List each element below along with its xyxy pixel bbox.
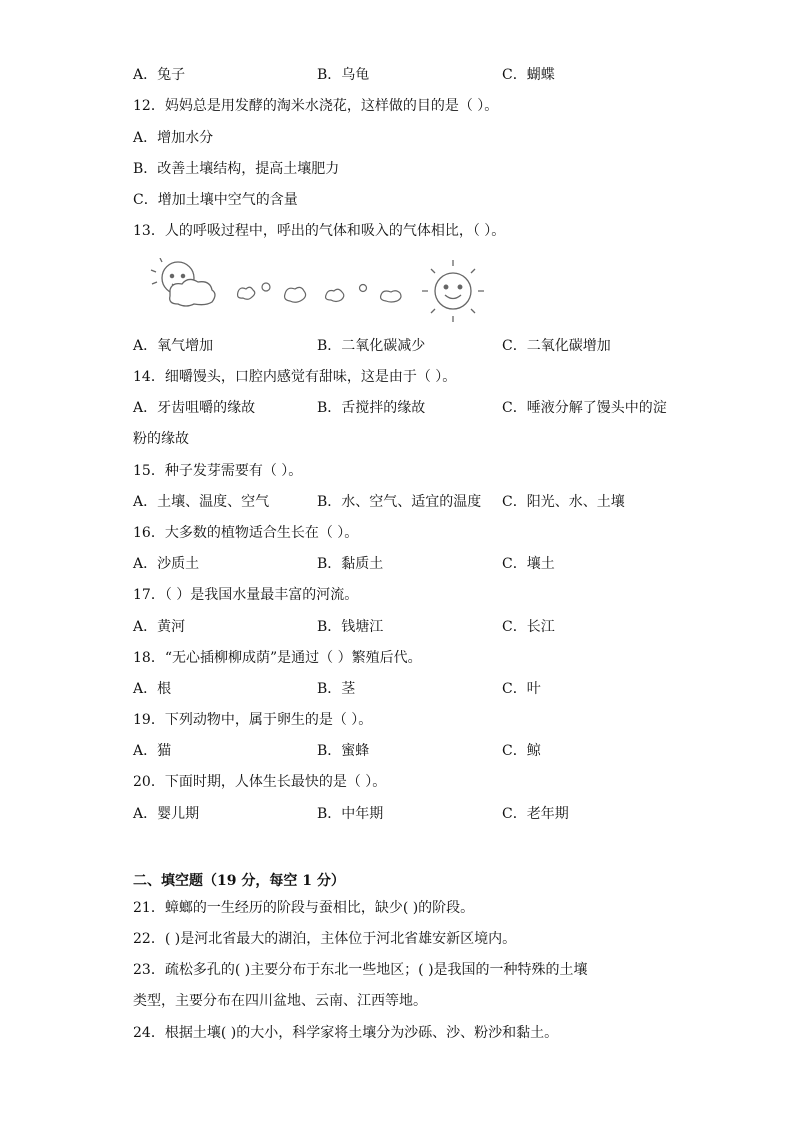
breathing-illustration <box>148 258 493 328</box>
q11-options <box>133 65 733 85</box>
q16-option-a: A．沙质土 <box>133 556 200 572</box>
q20-stem: 20．下面时期，人体生长最快的是（ ）。 <box>133 774 387 790</box>
q23-stem-line1: 23．疏松多孔的( )主要分布于东北一些地区；( )是我国的一种特殊的土壤 <box>133 962 588 978</box>
q17-option-c: C．长江 <box>502 619 555 635</box>
q13-options <box>133 336 733 356</box>
q15-options <box>133 492 733 512</box>
q20-option-c: C．老年期 <box>502 806 569 822</box>
q15-option-c: C．阳光、水、土壤 <box>502 494 625 510</box>
q14-option-c-continued: 粉的缘故 <box>133 431 189 447</box>
q14-options <box>133 398 733 418</box>
q16-options <box>133 554 733 574</box>
q17-option-b: B．钱塘江 <box>317 619 384 635</box>
sun-icon <box>422 260 484 322</box>
q23-stem-line2: 类型，主要分布在四川盆地、云南、江西等地。 <box>133 993 427 1009</box>
q15-option-b: B．水、空气、适宜的温度 <box>317 494 482 510</box>
q14-option-a: A．牙齿咀嚼的缘故 <box>133 400 256 416</box>
q24-stem: 24．根据土壤( )的大小，科学家将土壤分为沙砾、沙、粉沙和黏土。 <box>133 1025 559 1041</box>
q16-option-c: C．壤土 <box>502 556 555 572</box>
q14-option-b: B．舌搅拌的缘故 <box>317 400 426 416</box>
q20-option-b: B．中年期 <box>317 806 384 822</box>
q11-option-a: A．兔子 <box>133 67 186 83</box>
q18-option-b: B．茎 <box>317 681 356 697</box>
q13-stem: 13．人的呼吸过程中，呼出的气体和吸入的气体相比，（ ）。 <box>133 223 506 239</box>
q13-option-c: C．二氧化碳增加 <box>502 338 611 354</box>
q12-option-c: C．增加土壤中空气的含量 <box>133 192 298 208</box>
q15-option-a: A．土壤、温度、空气 <box>133 494 270 510</box>
q19-options <box>133 741 733 761</box>
q17-stem: 17．（ ）是我国水量最丰富的河流。 <box>133 587 359 603</box>
q19-option-a: A．猫 <box>133 743 172 759</box>
q18-options <box>133 679 733 699</box>
q20-option-a: A．婴儿期 <box>133 806 200 822</box>
q22-stem: 22．( )是河北省最大的湖泊，主体位于河北省雄安新区境内。 <box>133 931 517 947</box>
q13-option-b: B．二氧化碳减少 <box>317 338 426 354</box>
q17-options <box>133 617 733 637</box>
q12-stem: 12．妈妈总是用发酵的淘米水浇花，这样做的目的是（ ）。 <box>133 98 499 114</box>
q11-option-c: C．蝴蝶 <box>502 67 555 83</box>
section-heading-fill-in: 二、填空题（19 分，每空 1 分） <box>133 873 345 889</box>
q19-stem: 19．下列动物中，属于卵生的是（ ）。 <box>133 712 373 728</box>
q11-option-b: B．乌龟 <box>317 67 370 83</box>
q12-option-b: B．改善土壤结构，提高土壤肥力 <box>133 161 340 177</box>
q16-option-b: B．黏质土 <box>317 556 384 572</box>
q20-options <box>133 804 733 824</box>
exhaled-air-icon <box>238 283 401 302</box>
q14-option-c: C．唾液分解了馒头中的淀 <box>502 400 667 416</box>
q19-option-c: C．鲸 <box>502 743 541 759</box>
q13-option-a: A．氧气增加 <box>133 338 214 354</box>
q19-option-b: B．蜜蜂 <box>317 743 370 759</box>
q21-stem: 21．蟑螂的一生经历的阶段与蚕相比，缺少( )的阶段。 <box>133 900 475 916</box>
q18-stem: 18．“无心插柳柳成荫”是通过（ ）繁殖后代。 <box>133 650 422 666</box>
q18-option-c: C．叶 <box>502 681 541 697</box>
q14-stem: 14．细嚼馒头，口腔内感觉有甜味，这是由于（ ）。 <box>133 369 457 385</box>
q16-stem: 16．大多数的植物适合生长在（ ）。 <box>133 525 359 541</box>
q17-option-a: A．黄河 <box>133 619 186 635</box>
q18-option-a: A．根 <box>133 681 172 697</box>
q15-stem: 15．种子发芽需要有（ ）。 <box>133 463 303 479</box>
moon-cloud-icon <box>151 258 215 306</box>
q12-option-a: A．增加水分 <box>133 130 214 146</box>
